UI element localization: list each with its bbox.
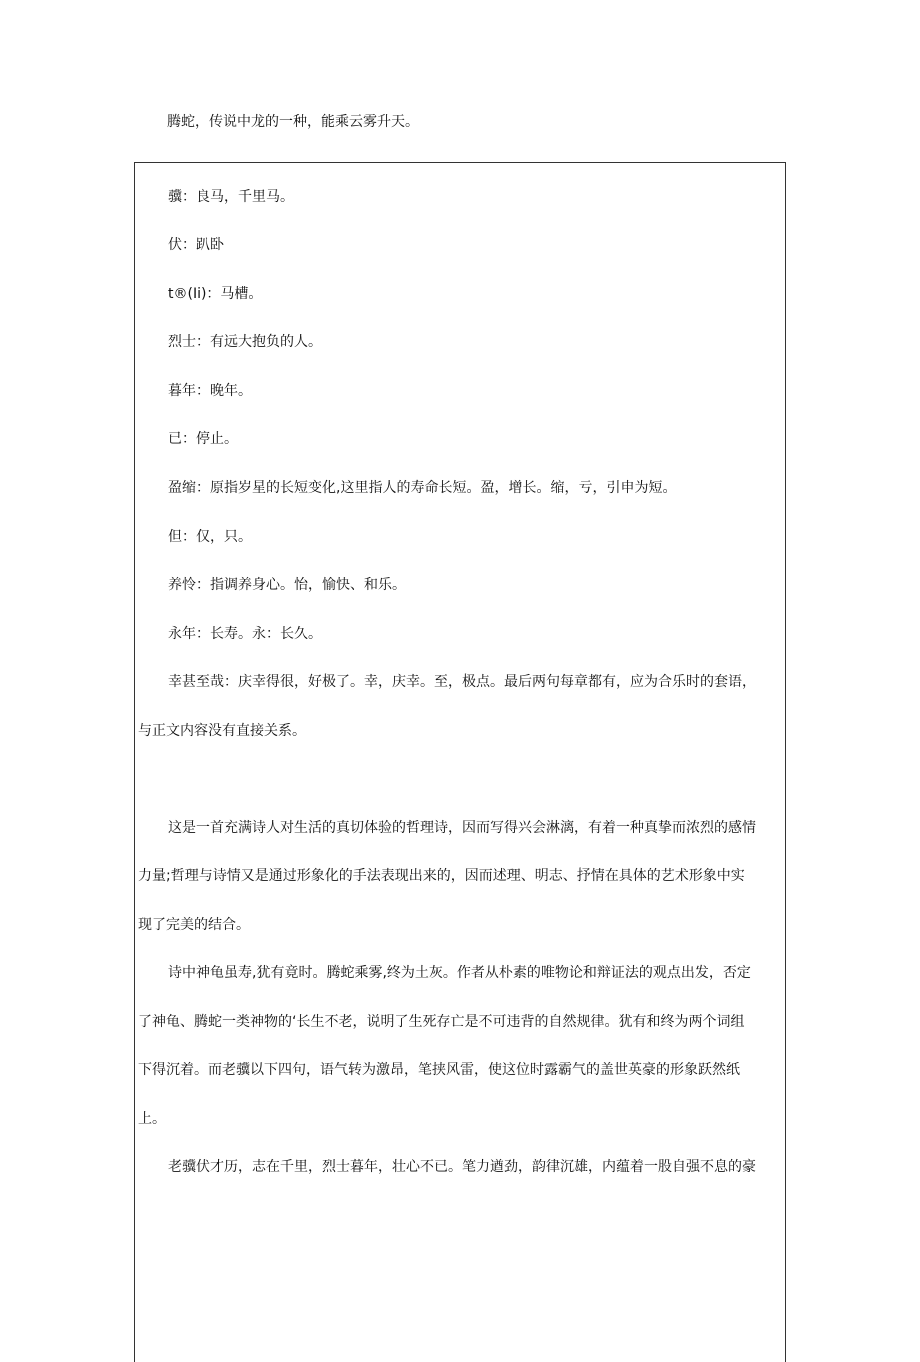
gloss-item: t®(Ii)：马槽。 — [168, 286, 263, 302]
annotation-table — [134, 162, 786, 1362]
gloss-item-continuation: 与正文内容没有直接关系。 — [138, 723, 306, 739]
analysis-line: 这是一首充满诗人对生活的真切体验的哲理诗，因而写得兴会淋漓，有着一种真挚而浓烈的感情 — [168, 820, 756, 836]
gloss-item: 已：停止。 — [168, 431, 238, 447]
gloss-item: 但：仅，只。 — [168, 529, 252, 545]
gloss-item: 幸甚至哉：庆幸得很，好极了。幸，庆幸。至，极点。最后两句每章都有，应为合乐时的套语， — [168, 674, 756, 690]
analysis-line: 了神龟、腾蛇一类神物的‘长生不老，说明了生死存亡是不可违背的自然规律。犹有和终为两个词组 — [138, 1014, 745, 1030]
gloss-item: 伏：趴卧 — [168, 237, 224, 253]
gloss-item: 烈士：有远大抱负的人。 — [168, 334, 322, 350]
gloss-item: 养怜：指调养身心。怡，愉快、和乐。 — [168, 577, 406, 593]
intro-paragraph: 腾蛇，传说中龙的一种，能乘云雾升天。 — [167, 114, 419, 130]
analysis-line: 老骥伏才历，志在千里，烈士暮年，壮心不已。笔力遒劲，韵律沉雄，内蕴着一股自强不息的豪 — [168, 1159, 756, 1175]
gloss-item: 暮年：晚年。 — [168, 383, 252, 399]
analysis-line: 力量;哲理与诗情又是通过形象化的手法表现出来的，因而述理、明志、抒情在具体的艺术形象中实 — [138, 868, 745, 884]
analysis-line: 上。 — [138, 1111, 166, 1127]
gloss-item: 盈缩：原指岁星的长短变化,这里指人的寿命长短。盈，增长。缩，亏，引申为短。 — [168, 480, 677, 496]
analysis-line: 下得沉着。而老骥以下四句，语气转为激昂，笔挟风雷，使这位时露霸气的盖世英豪的形象跃然纸 — [138, 1062, 740, 1078]
gloss-item: 骥：良马，千里马。 — [168, 189, 294, 205]
analysis-line: 诗中神龟虽寿,犹有竟时。腾蛇乘雾,终为土灰。作者从朴素的唯物论和辩证法的观点出发，否定 — [168, 965, 751, 981]
analysis-line: 现了完美的结合。 — [138, 917, 250, 933]
gloss-item: 永年：长寿。永：长久。 — [168, 626, 322, 642]
